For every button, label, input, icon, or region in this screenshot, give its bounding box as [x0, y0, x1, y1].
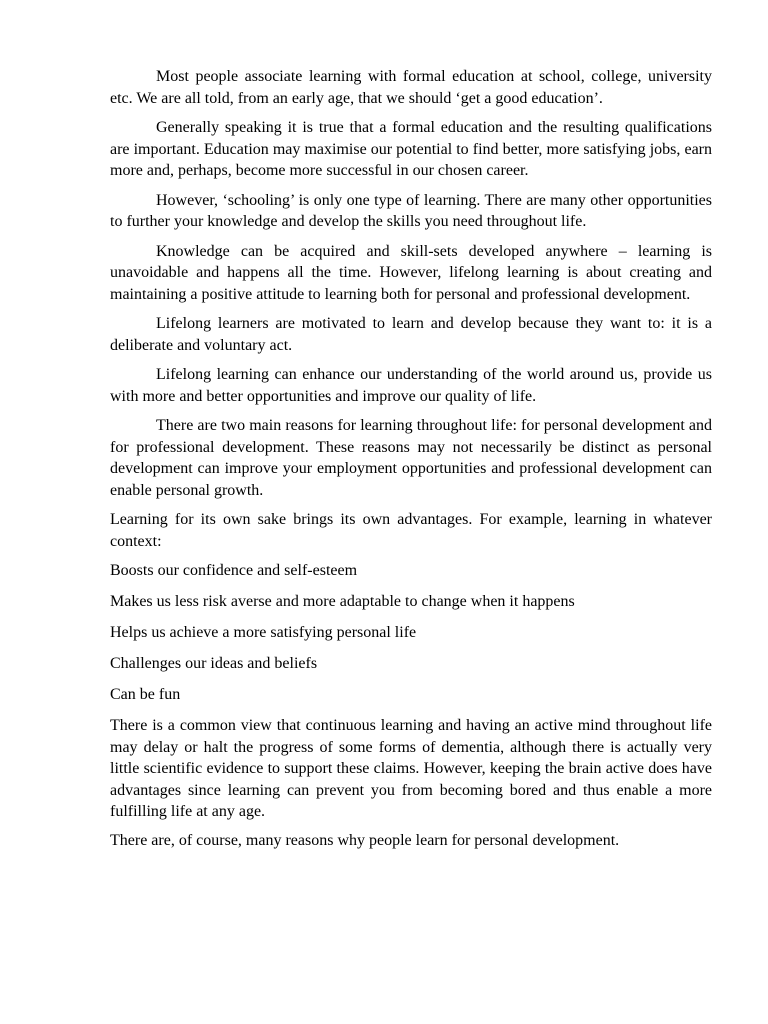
paragraph-personal-development: There are, of course, many reasons why people learn for personal development.	[110, 831, 620, 849]
paragraph-formal-education: Most people associate learning with formal education at school, college, university etc. We are all told, from an early age, that we should ‘get a good education’.	[110, 68, 712, 107]
paragraph-enhance-understanding: Lifelong learning can enhance our understanding of the world around us, provide us with more and better opportunities and improve our quality of life.	[110, 366, 712, 405]
paragraph-own-sake: Learning for its own sake brings its own advantages. For example, learning in whatever context:	[110, 511, 712, 550]
list-item: Helps us achieve a more satisfying personal life	[110, 624, 417, 641]
paragraph-schooling: However, ‘schooling’ is only one type of learning. There are many other opportunities to further your knowledge and develop the skills you need throughout life.	[110, 191, 712, 230]
paragraph-qualifications: Generally speaking it is true that a formal education and the resulting qualifications are important. Education may maximise our potential to find better, more satisfying jobs, earn more and, perhaps, become more successful in our chosen career.	[110, 119, 712, 179]
paragraph-lifelong-learners: Lifelong learners are motivated to learn and develop because they want to: it is a deliberate and voluntary act.	[110, 315, 712, 354]
paragraph-knowledge: Knowledge can be acquired and skill-sets developed anywhere – learning is unavoidable and happens all the time. However, lifelong learning is about creating and maintaining a positive attitude to learning both for personal and professional development.	[110, 242, 712, 303]
list-item: Challenges our ideas and beliefs	[110, 655, 318, 672]
document-body	[110, 66, 712, 859]
paragraph-dementia: There is a common view that continuous learning and having an active mind throughout life may delay or halt the progress of some forms of dementia, although there is actually very little scientific evidence to support these claims. However, keeping the brain active does have advantages since learning can prevent you from becoming bored and thus enable a more fulfilling life at any age.	[110, 717, 712, 820]
paragraph-two-reasons: There are two main reasons for learning throughout life: for personal development and for professional development. These reasons may not necessarily be distinct as personal development can improve your employment opportunities and professional development can enable personal growth.	[110, 417, 712, 499]
list-item: Makes us less risk averse and more adaptable to change when it happens	[110, 593, 575, 610]
list-item: Can be fun	[110, 686, 181, 703]
list-item: Boosts our confidence and self-esteem	[110, 562, 358, 579]
